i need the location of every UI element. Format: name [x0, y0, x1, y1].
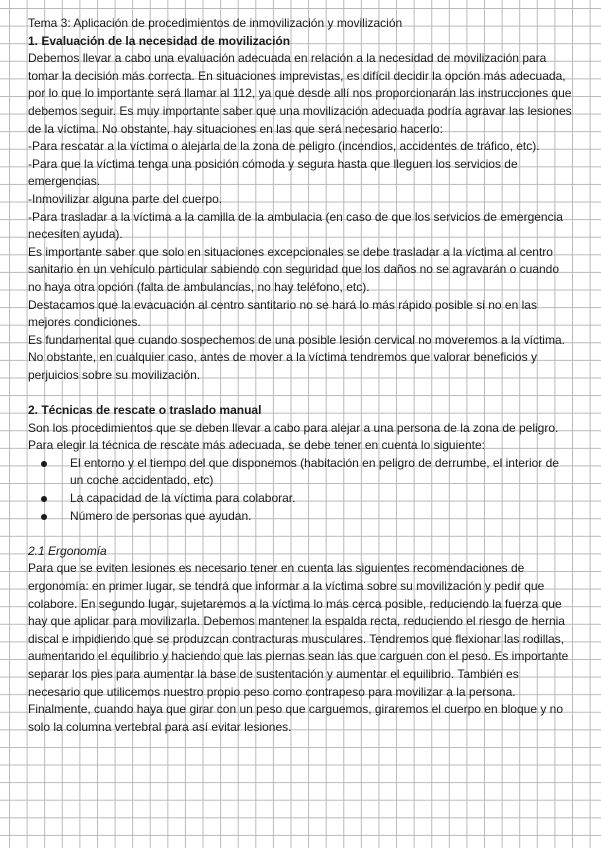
section1-intro: Debemos llevar a cabo una evaluación adecuada en relación a la necesidad de movilización para tomar la decisión más correcta. En situaciones imprevistas, es difícil decidir la opción más adecuada, por lo que lo importante será llamar al 112, ya que desde allí nos proporcionarán las instrucciones que debemos seguir. Es muy importante saber que una movilización adecuada podría agravar las lesiones de la víctima. No obstante, hay situaciones en las que será necesario hacerlo:	[28, 51, 572, 136]
spacer	[28, 525, 573, 543]
case-item: -Para trasladar a la víctima a la camilla de la ambulacia (en caso de que los servicios de emergencia necesiten ayuda).	[28, 209, 563, 242]
section1-heading: 1. Evaluación de la necesidad de movilización	[28, 33, 291, 48]
case-item: -Para rescatar a la víctima o alejarla de la zona de peligro (incendios, accidentes de tráfico, etc).	[28, 139, 540, 154]
ergonomia-paragraph: Para que se eviten lesiones es necesario tener en cuenta las siguientes recomendaciones de ergonomía: en primer lugar, se tendrá que informar a la víctima sobre su movilización y pedir que colabore. En segundo lugar, sujetaremos a la víctima lo más cerca posible, reduciendo la fuerza que hay que aplicar para movilizarla. Debemos mantener la espalda recta, reduciendo el riesgo de hernia discal e impidiendo que se produzcan contracturas musculares. Tendremos que flexionar las rodillas, aumentando el equilibrio y haciendo que las piernas sean las que carguen con el peso. Es importante separar los pies para aumentar la base de sustentación y aumentar el equilibrio. También es necesario que utilicemos nuestro propio peso como contrapeso para movilizar a la persona. Finalmente, cuando haya que girar con un peso que carguemos, giraremos el cuerpo en bloque y no solo la columna vertebral para así evitar lesiones.	[28, 561, 569, 734]
case-item: -Inmovilizar alguna parte del cuerpo.	[28, 191, 223, 206]
criteria-item: El entorno y el tiempo del que disponemos (habitación en peligro de derrumbe, el interior de un coche accidentado, etc)	[28, 455, 573, 490]
section1-paragraph: Es importante saber que solo en situaciones excepcionales se debe trasladar a la víctima al centro sanitario en un vehículo particular sabiendo con seguridad que los daños no se agravarán o cuando no haya otra opción (falta de ambulancias, no hay teléfono, etc).	[28, 244, 560, 294]
section2-heading: 2. Técnicas de rescate o traslado manual	[28, 403, 262, 418]
criteria-item: La capacidad de la víctima para colaborar.	[28, 490, 573, 508]
section2-intro: Son los procedimientos que se deben llevar a cabo para alejar a una persona de la zona de peligro. Para elegir la técnica de rescate más adecuada, se debe tener en cuenta lo siguiente:	[28, 420, 559, 453]
criteria-list	[28, 455, 573, 525]
criteria-item: Número de personas que ayudan.	[28, 508, 573, 526]
document-page	[28, 15, 573, 736]
spacer	[28, 384, 573, 402]
section1-paragraph: Es fundamental que cuando sospechemos de una posible lesión cervical no moveremos a la víctima. No obstante, en cualquier caso, antes de mover a la víctima tendremos que valorar beneficios y perjuicios sobre su movilización.	[28, 332, 565, 382]
case-item: -Para que la víctima tenga una posición cómoda y segura hasta que lleguen los servicios de emergencias.	[28, 156, 518, 189]
section1-paragraph: Destacamos que la evacuación al centro santitario no se hará lo más rápido posible si no en las mejores condiciones.	[28, 297, 537, 330]
subsection-heading: 2.1 Ergonomía	[28, 543, 107, 558]
document-title: Tema 3: Aplicación de procedimientos de inmovilización y movilización	[28, 16, 403, 30]
